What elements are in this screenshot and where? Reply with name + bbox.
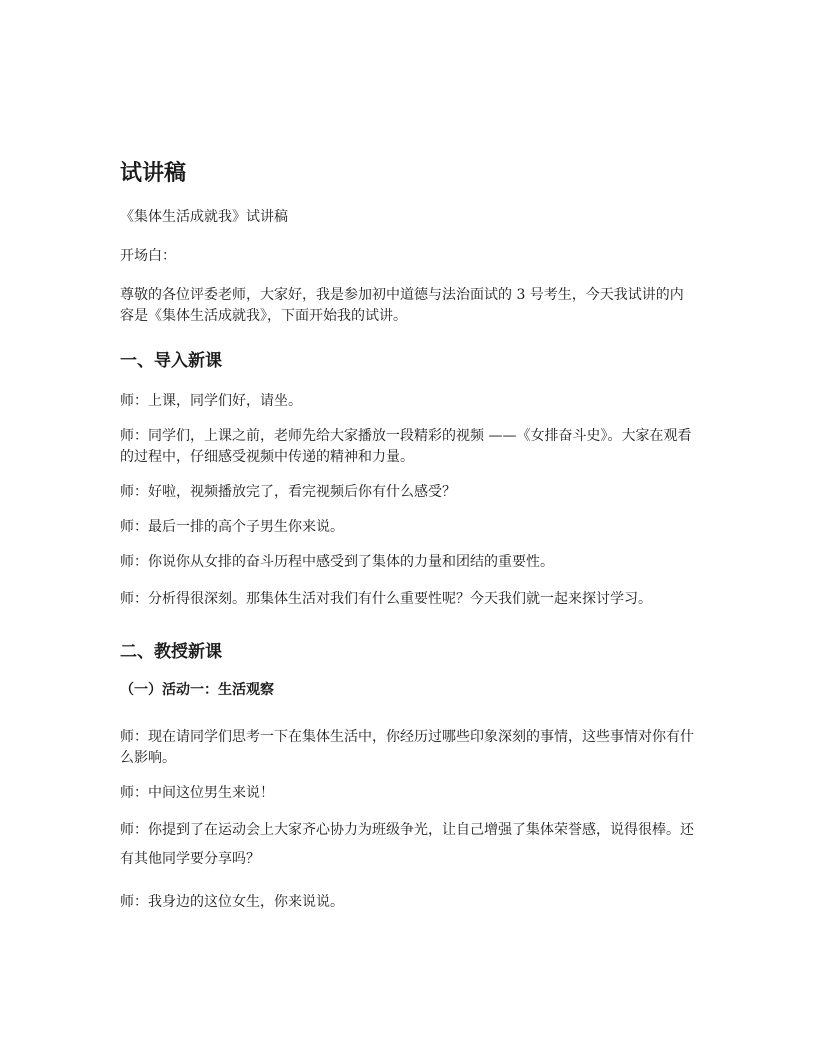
teaching-line-3: 师：你提到了在运动会上大家齐心协力为班级争光，让自己增强了集体荣誉感，说得很棒。还有其他同学要分享吗？ (120, 822, 694, 867)
document-subtitle: 《集体生活成就我》试讲稿 (120, 209, 288, 225)
teaching-line-2: 师：中间这位男生来说！ (120, 785, 274, 801)
activity-heading: （一）活动一：生活观察 (120, 682, 274, 698)
opening-label: 开场白： (120, 248, 176, 264)
opening-paragraph: 尊敬的各位评委老师，大家好，我是参加初中道德与法治面试的 3 号考生，今天我试讲的内容是《集体生活成就我》，下面开始我的试讲。 (120, 287, 684, 324)
intro-line-5: 师：你说你从女排的奋斗历程中感受到了集体的力量和团结的重要性。 (120, 554, 554, 570)
section-heading-teaching: 二、教授新课 (120, 642, 222, 662)
section-heading-intro: 一、导入新课 (120, 351, 222, 371)
teaching-line-4: 师：我身边的这位女生，你来说说。 (120, 894, 344, 910)
intro-line-1: 师：上课，同学们好，请坐。 (120, 393, 302, 409)
document-body (120, 158, 696, 913)
teaching-line-1: 师：现在请同学们思考一下在集体生活中，你经历过哪些印象深刻的事情，这些事情对你有什么影响。 (120, 729, 694, 766)
intro-line-2: 师：同学们，上课之前，老师先给大家播放一段精彩的视频 ——《女排奋斗史》。大家在观看的过程中，仔细感受视频中传递的精神和力量。 (120, 428, 692, 465)
intro-line-3: 师：好啦，视频播放完了，看完视频后你有什么感受？ (120, 484, 456, 500)
document-title: 试讲稿 (120, 161, 187, 186)
intro-line-4: 师：最后一排的高个子男生你来说。 (120, 519, 344, 535)
intro-line-6: 师：分析得很深刻。那集体生活对我们有什么重要性呢？今天我们就一起来探讨学习。 (120, 591, 652, 607)
